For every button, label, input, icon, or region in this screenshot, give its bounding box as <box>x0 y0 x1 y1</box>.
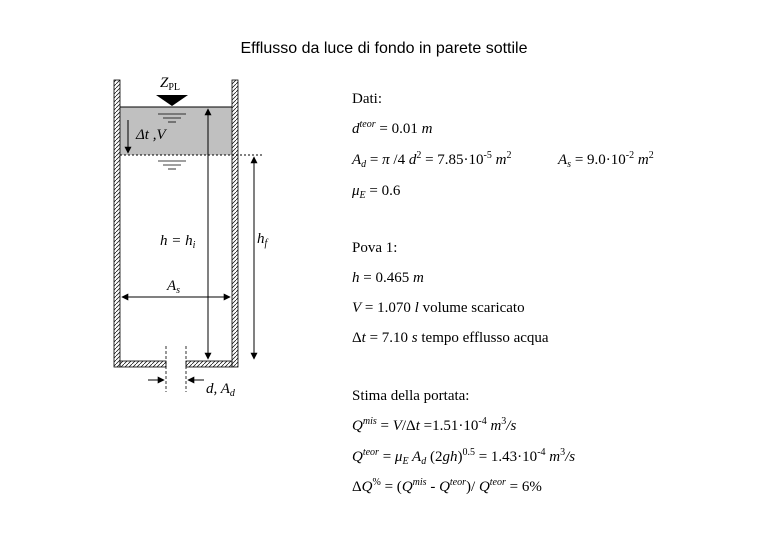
dati-heading: Dati: <box>352 91 382 107</box>
dq-line: $\Delta Q^{\%} = (Q^{mis} - Q^{teor})/$ $Q^{teor} = 6\%$ <box>352 477 542 495</box>
prova-dt-line: Δt = 7.10 s tempo efflusso acqua <box>352 330 549 346</box>
stima-heading: Stima della portata: <box>352 388 470 404</box>
prova-h-line: h = 0.465 m <box>352 270 424 286</box>
as-line: $A_s = 9.0\cdot 10^{-2}$ $m^2$ <box>558 150 654 170</box>
dt-v-label: Δt ,V <box>136 127 166 143</box>
d-label: d, $A_d$ <box>206 381 235 399</box>
prova-heading: Pova 1: <box>352 240 398 256</box>
zpl-label: $Z_{PL}$ <box>160 75 181 93</box>
as-label: $A_s$ <box>167 278 181 296</box>
qmis-line: $Q^{mis} = V/\Delta t =1.51\cdot 10^{-4}$ $m^3/s$ <box>352 416 517 434</box>
right-wall <box>232 80 238 367</box>
page-title: Efflusso da luce di fondo in parete sottile <box>240 40 528 57</box>
d-teor-line: $d^{teor} = 0.01$ m <box>352 119 433 137</box>
bottom-plate-left <box>120 361 166 367</box>
left-wall <box>114 80 120 367</box>
ad-line: $A_d = \pi$ /4 $d^2 = 7.85\cdot 10^{-5}$ $m^2$ <box>352 150 512 170</box>
bottom-plate-right <box>186 361 232 367</box>
tank-diagram <box>0 60 300 480</box>
hf-label: $h_f$ <box>257 231 268 249</box>
qteor-line: $Q^{teor} = \mu_E$ $A_d$ $(2gh)^{0.5} = 1.43\cdot 10^{-4}$ $m^3/s$ <box>352 447 576 467</box>
prova-v-line: V = 1.070 l volume scaricato <box>352 300 525 316</box>
h-label: $h = h_i$ <box>160 233 196 251</box>
mu-line: $\mu_E = 0.6$ <box>352 183 401 201</box>
zpl-triangle-icon <box>156 95 188 106</box>
